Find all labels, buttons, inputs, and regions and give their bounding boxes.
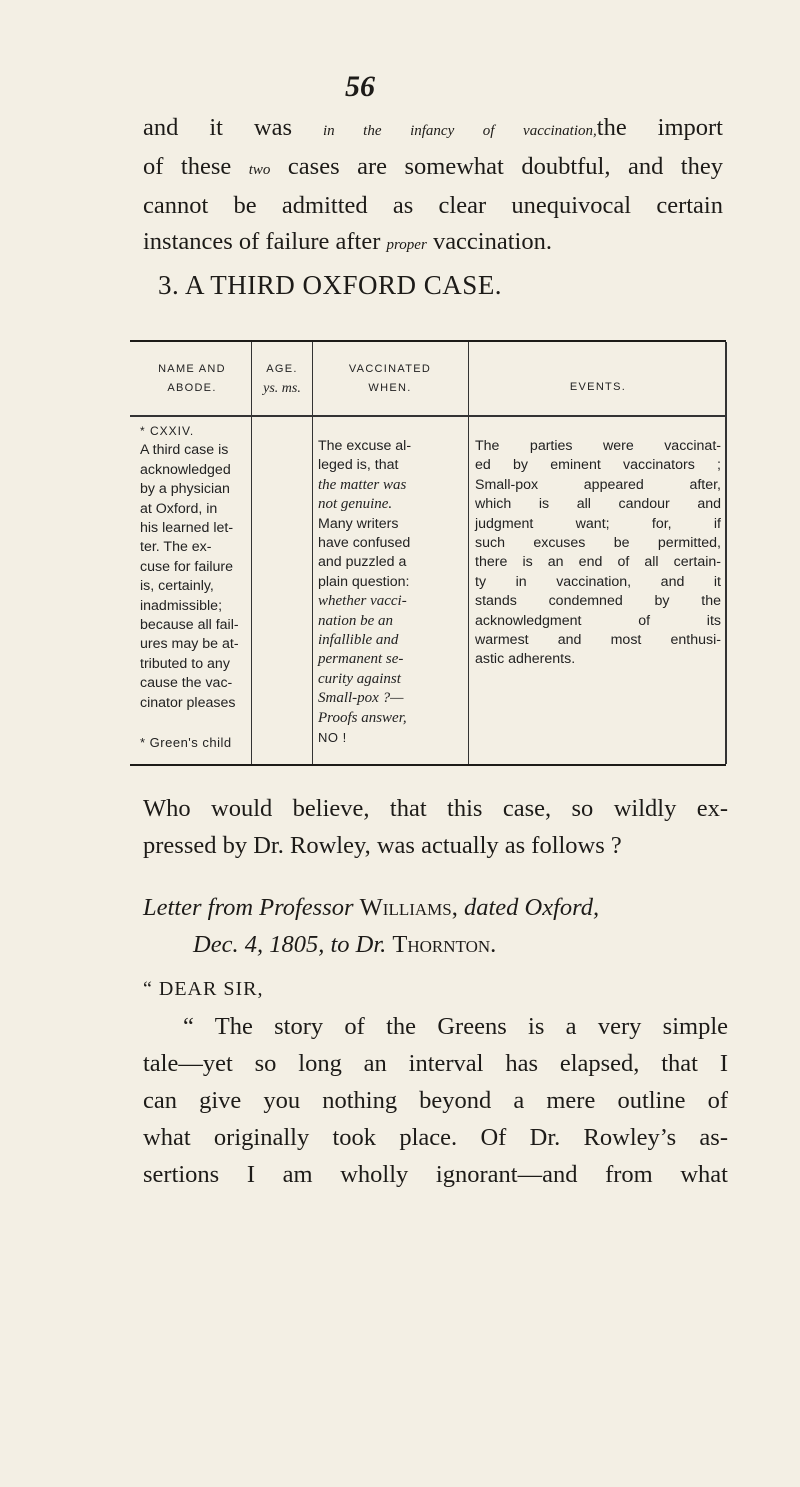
cell-line: there is an end of all certain- bbox=[475, 554, 721, 571]
cell-line: because all fail- bbox=[140, 617, 239, 634]
cell-line: ter. The ex- bbox=[140, 539, 212, 556]
intro-text: vaccination. bbox=[426, 228, 552, 255]
cell-line: acknowledgment of its bbox=[475, 612, 721, 629]
letter-heading-text: Dec. 4, 1805, to Dr. bbox=[193, 931, 393, 958]
header-text: ABODE. bbox=[167, 382, 217, 394]
letter-line: tale—yet so long an interval has elapsed, that I bbox=[143, 1050, 728, 1077]
column-age bbox=[252, 342, 313, 764]
cell-line: such excuses be permitted, bbox=[475, 535, 721, 552]
cell-line: tributed to any bbox=[140, 655, 230, 672]
cell-line: not genuine. bbox=[318, 496, 393, 513]
intro-line bbox=[143, 149, 723, 188]
letter-heading-text: dated Oxford, bbox=[457, 894, 600, 921]
cell-name-abode bbox=[140, 422, 250, 752]
cell-line: and puzzled a bbox=[318, 554, 407, 571]
cell-line: acknowledged bbox=[140, 461, 231, 478]
cell-line: have confused bbox=[318, 535, 411, 552]
cell-line: Small-pox appeared after, bbox=[475, 476, 721, 493]
letter-heading-text: Letter from Professor bbox=[143, 894, 360, 921]
letter-heading-name: Thornton. bbox=[392, 931, 497, 958]
cell-line: nation be an bbox=[318, 612, 393, 629]
cell-vaccinated bbox=[318, 437, 466, 748]
section-title: 3. A THIRD OXFORD CASE. bbox=[158, 270, 503, 300]
footnote-marker: * Green's child bbox=[140, 734, 232, 750]
letter-heading-name: Williams, bbox=[359, 894, 458, 921]
cell-events bbox=[475, 437, 721, 670]
cell-line: A third case is bbox=[140, 442, 229, 459]
letter-heading bbox=[143, 926, 728, 963]
header-vaccinated bbox=[315, 360, 465, 398]
cell-line: stands condemned by the bbox=[475, 593, 721, 610]
cell-line: leged is, that bbox=[318, 457, 399, 474]
letter-line: “ The story of the Greens is a very simple bbox=[183, 1013, 728, 1040]
cell-line: cause the vac- bbox=[140, 675, 233, 692]
paragraph-line: pressed by Dr. Rowley, was actually as follows ? bbox=[143, 832, 622, 859]
header-age bbox=[252, 360, 312, 398]
header-text: WHEN. bbox=[368, 382, 412, 394]
cell-line: warmest and most enthusi- bbox=[475, 632, 721, 649]
header-text: VACCINATED bbox=[348, 363, 432, 375]
header-subtext: ys. ms. bbox=[263, 381, 301, 396]
cell-line: the matter was bbox=[318, 476, 407, 493]
header-events: EVENTS. bbox=[569, 381, 627, 393]
cell-line: at Oxford, in bbox=[140, 500, 218, 517]
cell-line: astic adherents. bbox=[475, 651, 576, 668]
intro-line bbox=[143, 188, 723, 224]
cell-line bbox=[140, 713, 250, 732]
intro-italic-text: two bbox=[248, 162, 271, 178]
intro-text: cases are somewhat doubtful, and they bbox=[270, 153, 723, 180]
cell-line: Proofs answer, bbox=[318, 709, 407, 726]
cell-line: cuse for failure bbox=[140, 558, 234, 575]
body-text bbox=[143, 790, 728, 1193]
cell-line: ures may be at- bbox=[140, 636, 239, 653]
letter-line: can give you nothing beyond a mere outline of bbox=[143, 1087, 728, 1114]
header-text: AGE. bbox=[266, 363, 298, 375]
cell-line: plain question: bbox=[318, 573, 410, 590]
intro-text: cannot be admitted as clear unequivocal certain bbox=[143, 192, 723, 219]
cell-line: by a physician bbox=[140, 481, 230, 498]
paragraph-line: Who would believe, that this case, so wildly ex- bbox=[143, 795, 728, 822]
salutation: “ DEAR SIR, bbox=[143, 978, 264, 1000]
case-number: * CXXIV. bbox=[140, 424, 195, 438]
letter-line: what originally took place. Of Dr. Rowley’s as- bbox=[143, 1124, 728, 1151]
intro-line bbox=[143, 224, 723, 263]
intro-italic-text: in the infancy of vaccination, bbox=[322, 123, 597, 139]
case-table bbox=[130, 340, 726, 766]
header-name-abode bbox=[134, 360, 250, 398]
cell-line: ty in vaccination, and it bbox=[475, 573, 721, 590]
intro-text: instances of failure after bbox=[143, 228, 387, 255]
header-rule bbox=[130, 415, 726, 417]
letter-heading bbox=[143, 889, 728, 926]
cell-line: ed by eminent vaccinators ; bbox=[475, 457, 721, 474]
cell-line: The parties were vaccinat- bbox=[475, 438, 721, 454]
intro-line bbox=[143, 110, 723, 149]
cell-line: inadmissible; bbox=[140, 597, 223, 614]
cell-line: is, certainly, bbox=[140, 578, 214, 595]
header-text: NAME AND bbox=[158, 363, 226, 375]
cell-line: permanent se- bbox=[318, 651, 404, 668]
cell-line: curity against bbox=[318, 670, 401, 687]
page-number: 56 bbox=[345, 70, 375, 103]
intro-text: the import bbox=[596, 114, 723, 141]
cell-line: Small-pox ?— bbox=[318, 690, 404, 707]
cell-line: his learned let- bbox=[140, 520, 234, 537]
cell-line: which is all candour and bbox=[475, 496, 721, 513]
cell-line: judgment want; for, if bbox=[475, 515, 721, 532]
intro-text: of these bbox=[143, 153, 249, 180]
cell-line: NO ! bbox=[318, 730, 347, 746]
cell-line: Many writers bbox=[318, 515, 399, 532]
cell-line: whether vacci- bbox=[318, 593, 407, 610]
intro-paragraph bbox=[143, 110, 723, 263]
cell-line: cinator pleases bbox=[140, 694, 236, 711]
letter-line: sertions I am wholly ignorant—and from what bbox=[143, 1161, 728, 1188]
cell-line: The excuse al- bbox=[318, 438, 412, 454]
cell-line: infallible and bbox=[318, 632, 399, 649]
intro-italic-text: proper bbox=[386, 237, 427, 253]
intro-text: and it was bbox=[143, 114, 323, 141]
